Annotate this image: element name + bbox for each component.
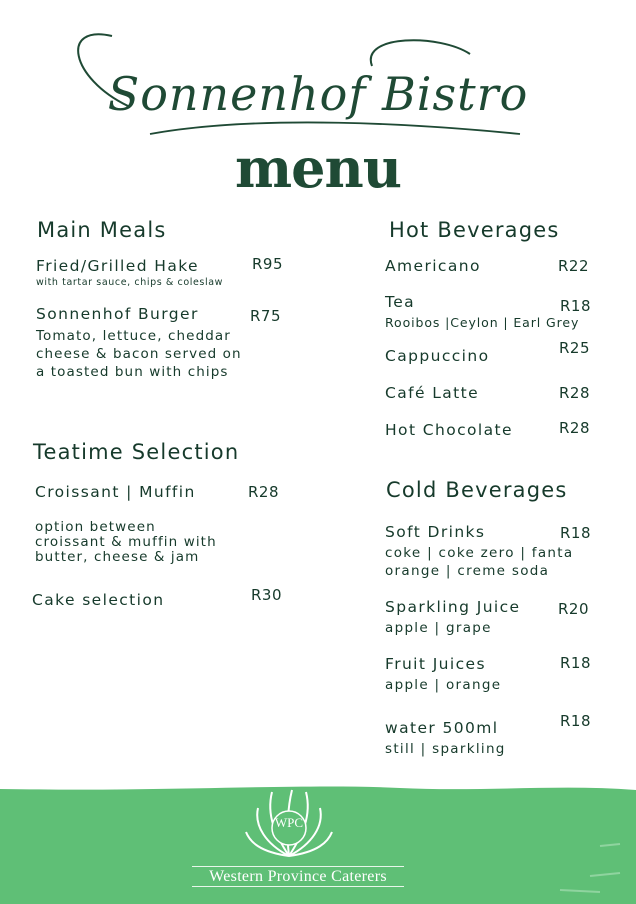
- menu-item-sub: apple | grape: [385, 620, 492, 636]
- menu-item-price: R30: [251, 586, 283, 604]
- menu-item-desc-line: Tomato, lettuce, cheddar: [36, 328, 231, 344]
- section-title-hot-beverages: Hot Beverages: [389, 218, 560, 242]
- menu-item-price: R95: [252, 255, 284, 273]
- bistro-script-svg: [0, 14, 636, 146]
- section-title-main-meals: Main Meals: [37, 218, 167, 242]
- menu-item-name: Soft Drinks: [385, 523, 486, 541]
- menu-item-name: Café Latte: [385, 384, 480, 402]
- menu-item-price: R28: [559, 384, 591, 402]
- menu-item-desc-line: croissant & muffin with: [35, 534, 217, 550]
- menu-item-price: R22: [558, 257, 590, 275]
- menu-item-name: Fried/Grilled Hake: [36, 257, 199, 275]
- menu-item-name: Sparkling Juice: [385, 598, 521, 616]
- menu-heading: menu: [234, 136, 401, 200]
- menu-item-price: R20: [558, 600, 590, 618]
- bistro-script-text: Sonnenhof Bistro: [107, 67, 529, 121]
- wpc-logo: [236, 786, 342, 876]
- menu-item-desc-line: a toasted bun with chips: [36, 364, 229, 380]
- menu-item-name: Fruit Juices: [385, 655, 486, 673]
- company-name: Western Province Caterers: [192, 866, 404, 887]
- menu-item-price: R18: [560, 524, 592, 542]
- menu-item-sub: still | sparkling: [385, 741, 506, 757]
- menu-item-price: R18: [560, 297, 592, 315]
- menu-item-sub-line: orange | creme soda: [385, 563, 550, 579]
- menu-item-name: Cake selection: [32, 591, 165, 609]
- menu-item-price: R18: [560, 654, 592, 672]
- menu-item-price: R18: [560, 712, 592, 730]
- menu-item-desc-line: butter, cheese & jam: [35, 549, 200, 565]
- menu-item-name: Americano: [385, 257, 481, 275]
- menu-item-name: Tea: [385, 293, 416, 311]
- menu-item-desc-line: cheese & bacon served on: [36, 346, 242, 362]
- menu-item-price: R28: [559, 419, 591, 437]
- menu-item-desc: with tartar sauce, chips & coleslaw: [36, 277, 224, 288]
- section-title-teatime: Teatime Selection: [33, 440, 240, 464]
- menu-item-name: Cappuccino: [385, 347, 490, 365]
- logo-monogram: WPC: [274, 815, 304, 830]
- protea-icon: [236, 786, 342, 866]
- menu-item-price: R25: [559, 339, 591, 357]
- menu-item-price: R28: [248, 483, 280, 501]
- bistro-script-title: [0, 14, 636, 146]
- menu-item-name: Hot Chocolate: [385, 421, 513, 439]
- menu-item-sub: apple | orange: [385, 677, 502, 693]
- menu-item-sub: Rooibos |Ceylon | Earl Grey: [385, 315, 580, 330]
- menu-item-name: Croissant | Muffin: [35, 483, 196, 501]
- section-title-cold-beverages: Cold Beverages: [386, 478, 568, 502]
- menu-item-sub-line: coke | coke zero | fanta: [385, 545, 574, 561]
- menu-item-name: Sonnenhof Burger: [36, 305, 199, 323]
- menu-item-price: R75: [250, 307, 282, 325]
- menu-item-desc-line: option between: [35, 519, 156, 535]
- menu-item-name: water 500ml: [385, 719, 499, 737]
